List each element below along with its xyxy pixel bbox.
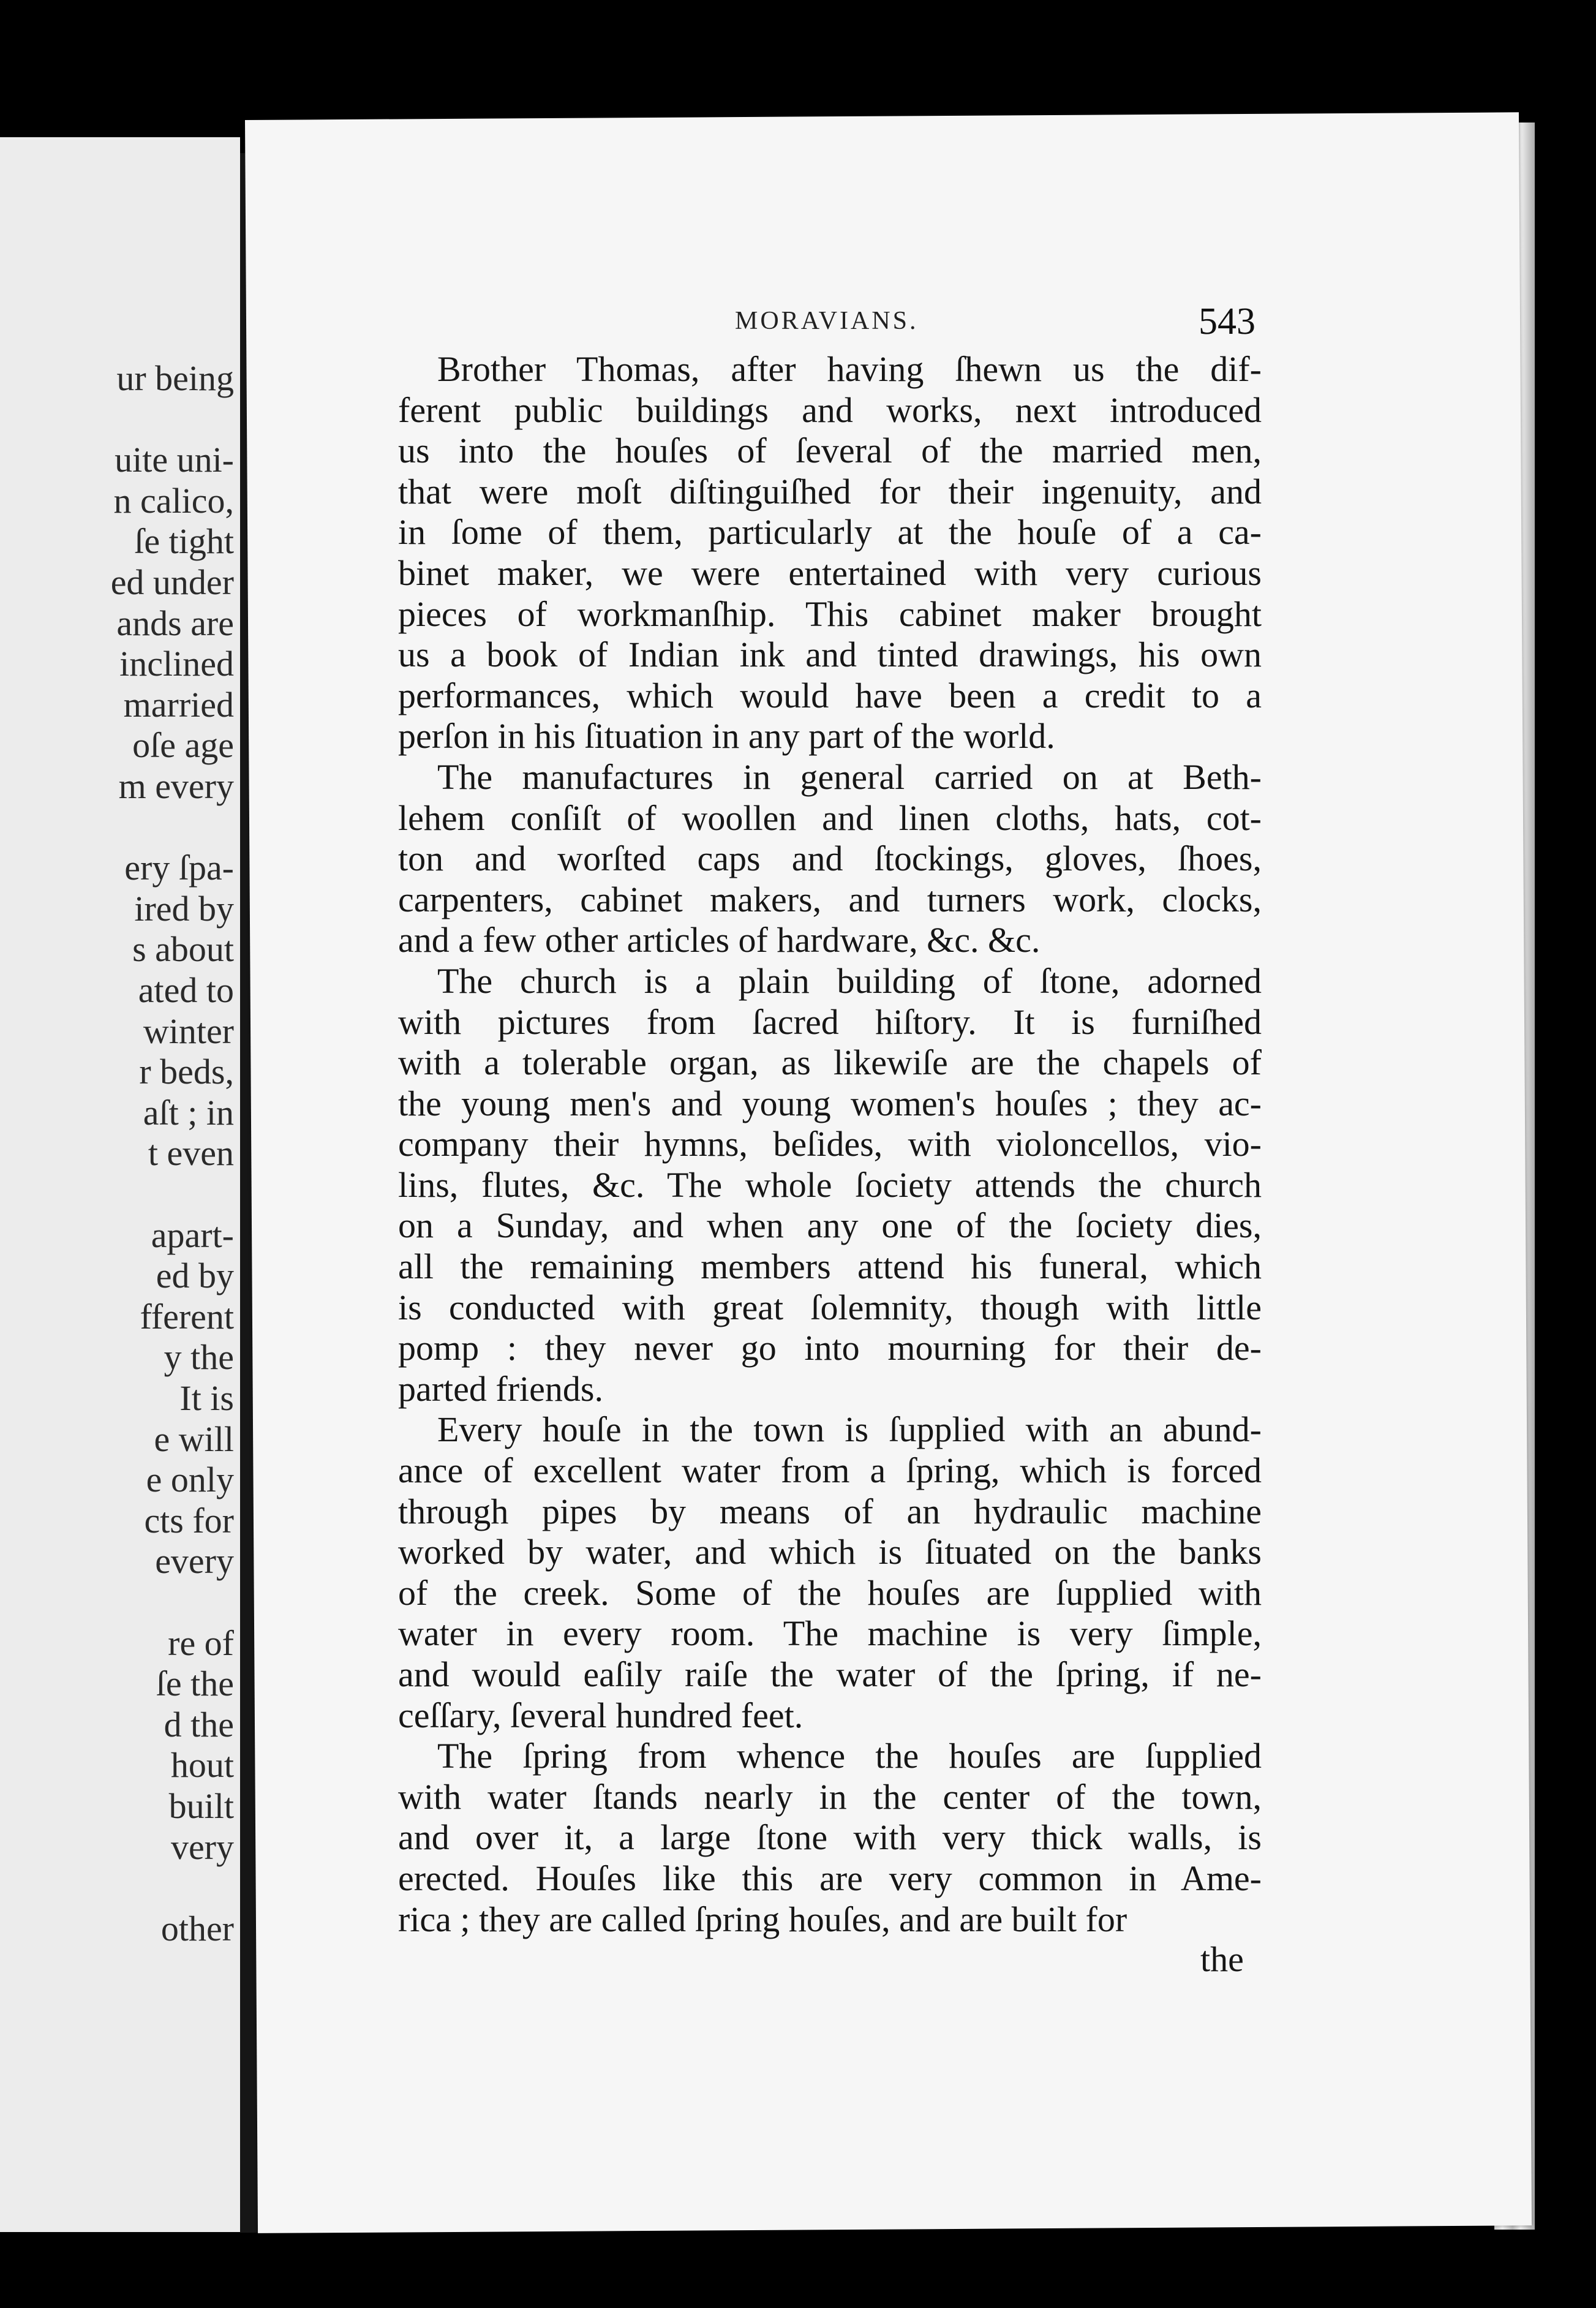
left-page-line: t even bbox=[148, 1133, 234, 1174]
paragraph bbox=[398, 1409, 1262, 1736]
text-line: perſon in his ſituation in any part of the world. bbox=[398, 716, 1055, 756]
text-line: with a tolerable organ, as likewiſe are the chapels of bbox=[398, 1043, 1262, 1083]
left-page-line: s about bbox=[132, 929, 234, 970]
text-line: with water ſtands nearly in the center of the town, bbox=[398, 1776, 1262, 1817]
left-page-line: fferent bbox=[140, 1296, 234, 1337]
left-page-line: m every bbox=[118, 766, 234, 806]
text-line: pieces of workmanſhip. This cabinet maker brought bbox=[398, 594, 1262, 634]
left-page-line: ſe the bbox=[156, 1664, 234, 1704]
text-line: carpenters, cabinet makers, and turners work, clocks, bbox=[398, 879, 1262, 919]
text-line: Brother Thomas, after having ſhewn us the dif- bbox=[437, 349, 1262, 389]
text-line: rica ; they are called ſpring houſes, and are built for bbox=[398, 1899, 1127, 1939]
text-line: in ſome of them, particularly at the houſe of a ca- bbox=[398, 512, 1262, 552]
text-line: ton and worſted caps and ſtockings, gloves, ſhoes, bbox=[398, 839, 1262, 879]
text-line: and over it, a large ſtone with very thick walls, is bbox=[398, 1817, 1262, 1858]
left-page-line: inclined bbox=[119, 644, 234, 684]
left-page-line: ired by bbox=[134, 888, 234, 929]
left-page-line: ands are bbox=[116, 603, 234, 643]
left-page-line: aſt ; in bbox=[143, 1092, 234, 1133]
text-line: water in every room. The machine is very ſimple, bbox=[398, 1613, 1262, 1654]
text-line: us into the houſes of ſeveral of the married men, bbox=[398, 431, 1262, 471]
text-line: erected. Houſes like this are very common in Ame- bbox=[398, 1858, 1262, 1898]
page-header bbox=[398, 301, 1255, 349]
left-page-line: other bbox=[160, 1908, 234, 1948]
left-page-line: oſe age bbox=[132, 725, 234, 766]
left-page-line: ery ſpa- bbox=[124, 848, 234, 888]
text-line: ance of excellent water from a ſpring, which is forced bbox=[398, 1450, 1262, 1491]
text-line: ferent public buildings and works, next introduced bbox=[398, 390, 1262, 430]
left-page-line: cts for bbox=[144, 1500, 234, 1541]
left-page-line: ed under bbox=[110, 562, 234, 602]
left-page-line: married bbox=[123, 684, 234, 725]
left-page-line: r beds, bbox=[139, 1052, 234, 1092]
text-line: lins, flutes, &c. The whole ſociety attends the church bbox=[398, 1164, 1262, 1205]
text-line: of the creek. Some of the houſes are ſupplied with bbox=[398, 1572, 1262, 1613]
left-page-line: ſe tight bbox=[134, 521, 234, 562]
body-text bbox=[398, 349, 1262, 1940]
paragraph bbox=[398, 961, 1262, 1410]
text-line: with pictures from ſacred hiſtory. It is furniſhed bbox=[398, 1001, 1262, 1042]
text-line: binet maker, we were entertained with very curious bbox=[398, 552, 1262, 593]
text-line: us a book of Indian ink and tinted drawings, his own bbox=[398, 635, 1262, 675]
page-number: 543 bbox=[1199, 301, 1255, 342]
text-line: The manufactures in general carried on at Beth- bbox=[437, 756, 1262, 797]
text-line: all the remaining members attend his funeral, which bbox=[398, 1246, 1262, 1287]
text-line: on a Sunday, and when any one of the ſociety dies, bbox=[398, 1205, 1262, 1246]
text-line: the young men's and young women's houſes ; they ac- bbox=[398, 1083, 1262, 1123]
paragraph bbox=[398, 349, 1262, 757]
text-line: and would eaſily raiſe the water of the ſpring, if ne- bbox=[398, 1654, 1262, 1694]
text-line: performances, which would have been a credit to a bbox=[398, 675, 1262, 715]
text-line: parted friends. bbox=[398, 1368, 603, 1409]
left-page-line: winter bbox=[143, 1011, 234, 1051]
paragraph bbox=[398, 1736, 1262, 1940]
text-line: Every houſe in the town is ſupplied with an abund- bbox=[437, 1409, 1262, 1450]
left-page-line: built bbox=[168, 1786, 234, 1826]
text-line: worked by water, and which is ſituated on the banks bbox=[398, 1532, 1262, 1572]
text-line: is conducted with great ſolemnity, though with little bbox=[398, 1287, 1262, 1327]
catchword: the bbox=[1200, 1939, 1244, 1979]
left-page-line: d the bbox=[164, 1704, 234, 1744]
left-page-line: hout bbox=[170, 1745, 234, 1786]
text-line: ceſſary, ſeveral hundred feet. bbox=[398, 1695, 804, 1735]
text-line: pomp : they never go into mourning for their de- bbox=[398, 1328, 1262, 1368]
paragraph bbox=[398, 757, 1262, 961]
left-page-line: e will bbox=[154, 1419, 234, 1459]
left-page-line: ed by bbox=[156, 1256, 234, 1296]
left-page-line: very bbox=[170, 1827, 234, 1867]
left-page-line: every bbox=[155, 1541, 234, 1582]
left-page-line: n calico, bbox=[113, 480, 234, 521]
left-page-line: uite uni- bbox=[115, 440, 234, 480]
left-page-line: y the bbox=[164, 1337, 234, 1378]
text-line: The ſpring from whence the houſes are ſupplied bbox=[437, 1736, 1262, 1776]
text-line: lehem conſiſt of woollen and linen cloths, hats, cot- bbox=[398, 798, 1262, 838]
text-line: The church is a plain building of ſtone, adorned bbox=[437, 960, 1262, 1001]
running-head: MORAVIANS. bbox=[735, 307, 919, 335]
text-line: through pipes by means of an hydraulic machine bbox=[398, 1491, 1262, 1531]
left-page-line: ated to bbox=[138, 970, 234, 1010]
text-line: company their hymns, beſides, with violoncellos, vio- bbox=[398, 1124, 1262, 1164]
left-page-line: It is bbox=[179, 1378, 234, 1418]
left-page bbox=[0, 137, 240, 2232]
left-page-line: e only bbox=[146, 1460, 234, 1500]
text-line: and a few other articles of hardware, &c. &c. bbox=[398, 920, 1041, 960]
left-page-line: re of bbox=[168, 1623, 234, 1663]
left-page-line: ur being bbox=[116, 358, 234, 398]
text-line: that were moſt diſtinguiſhed for their ingenuity, and bbox=[398, 471, 1262, 511]
left-page-line: apart- bbox=[151, 1215, 234, 1255]
